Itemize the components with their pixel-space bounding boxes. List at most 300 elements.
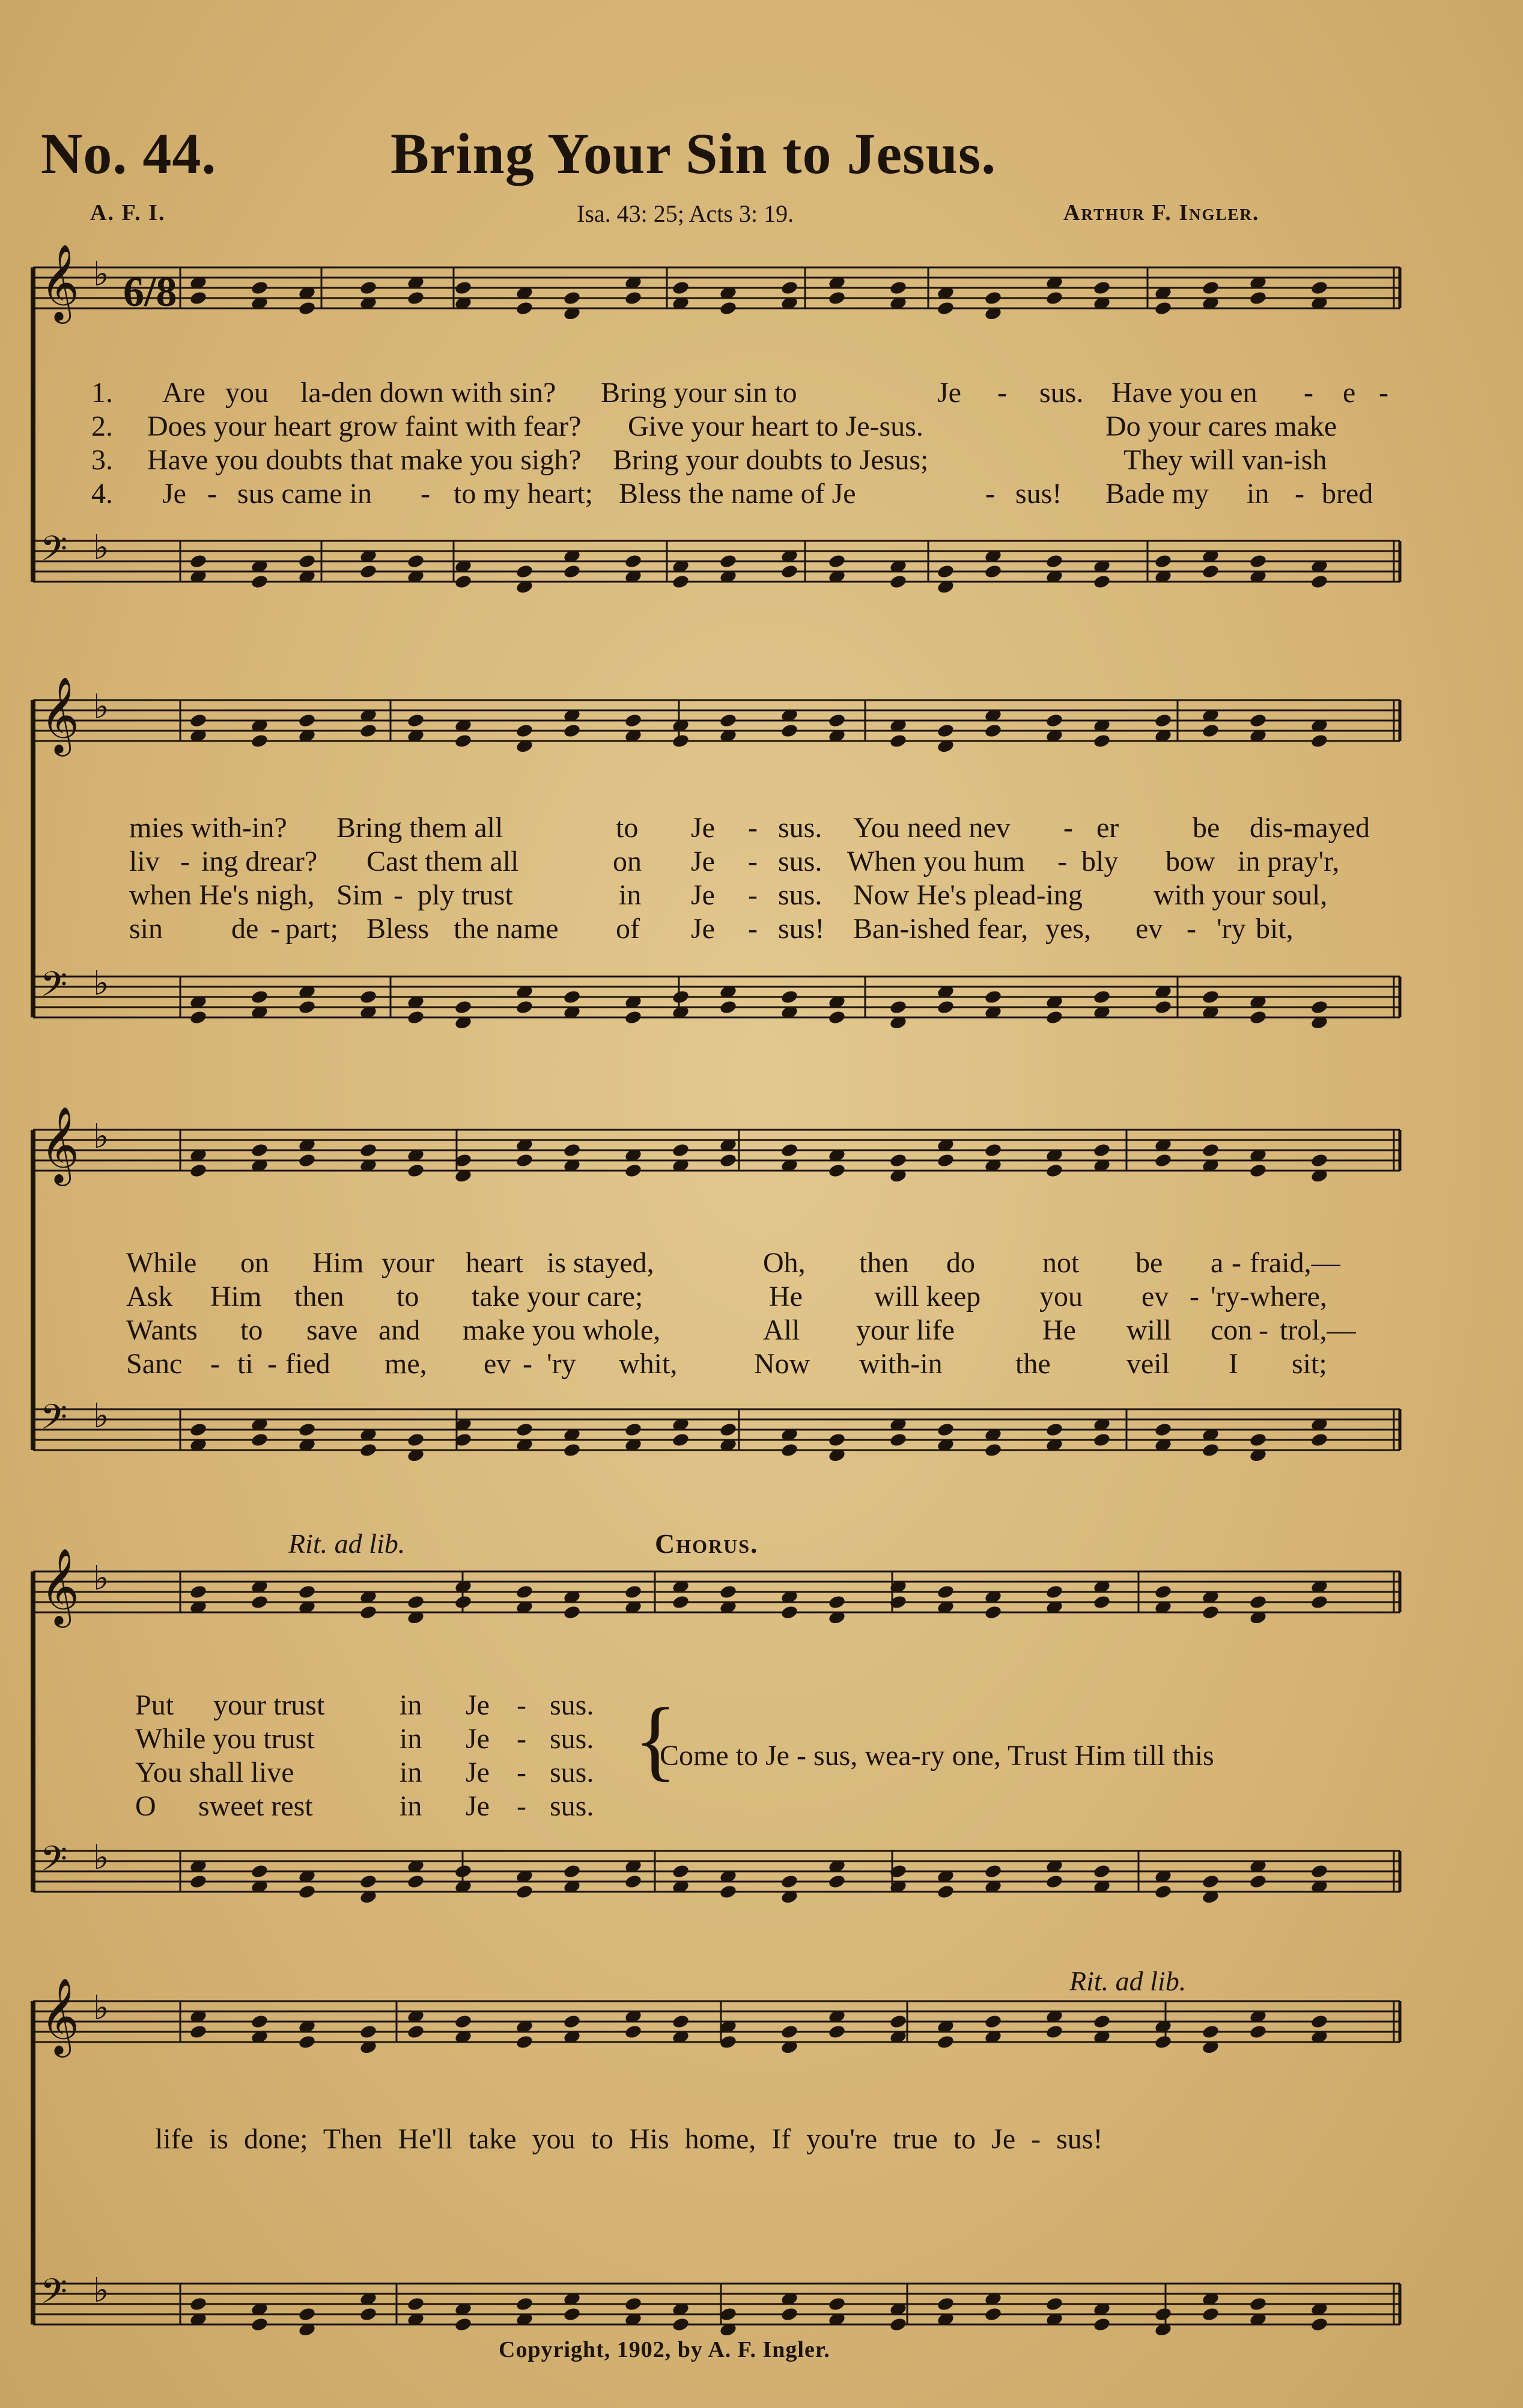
lyric-syllable: sus. [778,846,822,877]
chorus-lyric-line [155,2123,1417,2154]
lyric-line [0,1689,1523,1720]
notehead [189,2024,208,2040]
bass-clef-icon: 𝄢 [40,964,68,1013]
lyric-syllable: sin [129,913,163,945]
notehead [515,723,534,739]
lyric-syllable: do [946,1247,975,1279]
notehead [1310,280,1329,296]
notehead [780,2306,799,2322]
notehead [672,2317,690,2332]
lyric-syllable: - [748,913,758,945]
notehead [719,999,738,1015]
notehead [719,1884,738,1900]
notehead [1045,713,1064,728]
lyric-syllable: Sim [336,879,383,911]
lyric-syllable: be [1193,812,1220,844]
lyric-syllable: Bade my [1105,478,1209,510]
notehead [1154,713,1173,728]
notehead [563,1864,582,1879]
notehead [251,1594,269,1610]
notehead [298,1153,317,1168]
notehead [515,999,534,1015]
lyric-syllable: your trust [213,1689,325,1721]
notehead [937,2296,955,2312]
notehead [937,300,955,316]
lyric-syllable: Him [312,1247,364,1279]
lyric-line [0,811,1523,843]
notehead [828,1594,847,1610]
lyric-syllable: on [613,846,642,877]
notehead [454,2014,473,2029]
lyric-syllable: when He's nigh, [129,879,315,911]
notehead [1249,1874,1268,1889]
key-flat-icon: ♭ [93,1117,109,1156]
notehead [984,989,1003,1005]
notehead [780,2024,799,2040]
notehead [1249,2024,1268,2040]
notehead [937,999,955,1015]
notehead [359,2024,378,2040]
lyric-syllable: sus. [550,1757,594,1788]
notehead [1310,2317,1329,2332]
lyric-syllable: Bless [366,913,430,945]
hymn-title: Bring Your Sin to Jesus. [391,121,997,186]
notehead [189,1584,208,1600]
notehead [937,1884,955,1900]
treble-clef-icon: 𝄞 [40,1547,80,1624]
notehead [1310,2014,1329,2029]
lyric-syllable: - [1232,1247,1241,1279]
lyric-syllable: When you hum [847,846,1025,877]
notehead [359,1142,378,1158]
notehead [780,280,799,296]
notehead [1249,1010,1268,1025]
notehead [359,280,378,296]
lyric-syllable: and [378,1314,421,1346]
notehead [189,1422,208,1437]
notehead [1202,1874,1220,1889]
notehead [624,1163,643,1178]
notehead [828,290,847,306]
notehead [515,1153,534,1168]
notehead [889,2014,908,2029]
lyric-syllable: - [517,1689,526,1721]
lyric-syllable: ev [484,1348,511,1380]
lyric-syllable: be [1135,1247,1163,1279]
notehead [189,2296,208,2312]
lyric-syllable: - [517,1757,526,1788]
lyric-syllable: the name [454,913,559,945]
notehead [719,713,738,728]
key-flat-icon: ♭ [93,1838,109,1877]
notehead [1249,1163,1268,1178]
notehead [984,723,1003,739]
notehead [1202,1442,1220,1458]
lyric-syllable: life is done; Then He'll take you to His home, If you're true to Je - sus! [155,2123,1103,2155]
verse-number: 4. [91,478,113,510]
notehead [780,989,799,1005]
lyric-syllable: - [1295,478,1304,510]
lyric-line [0,1280,1523,1311]
notehead [1045,1163,1064,1178]
notehead [1093,1864,1111,1879]
lyric-syllable: e [1343,377,1356,409]
notehead [719,553,738,569]
lyric-syllable: Now He's plead-ing [853,879,1083,911]
lyric-syllable: dis-mayed [1250,812,1370,844]
chorus-lyric-line [660,1739,1441,1770]
notehead [984,1605,1003,1620]
lyric-syllable: Oh, [763,1247,806,1279]
lyric-syllable: then [294,1281,344,1312]
lyric-syllable: Wants [126,1314,198,1346]
scripture-reference: Isa. 43: 25; Acts 3: 19. [577,200,794,227]
lyric-syllable: sus! [778,913,825,945]
lyric-syllable: your [382,1247,434,1279]
notehead [937,2034,955,2050]
lyric-syllable: 'ry [1217,913,1246,945]
notehead [1154,999,1173,1015]
notehead [1310,574,1329,590]
lyric-syllable: a [1211,1247,1224,1279]
notehead [984,1142,1003,1158]
key-flat-icon: ♭ [93,1397,109,1436]
lyric-line [0,879,1523,910]
lyric-syllable: - [523,1348,532,1380]
lyric-line [0,410,1523,441]
notehead [828,553,847,569]
notehead [454,280,473,296]
lyric-line [0,376,1523,407]
lyric-syllable: Je [466,1757,490,1788]
notehead [672,574,690,590]
notehead [515,1584,534,1600]
notehead [780,723,799,739]
lyric-syllable: la-den down with sin? [300,377,556,409]
notehead [889,1153,908,1168]
lyric-syllable: sweet rest [198,1790,313,1822]
notehead [719,1422,738,1437]
notehead [1045,1874,1064,1889]
notehead [1154,1584,1173,1600]
lyric-syllable: will [1126,1314,1172,1346]
notehead [407,713,425,728]
lyric-syllable: Bring your sin to [601,377,797,409]
notehead [515,564,534,579]
notehead [1202,2306,1220,2322]
notehead [780,1605,799,1620]
notehead [1202,2024,1220,2040]
notehead [984,2014,1003,2029]
lyric-syllable: your life [856,1314,955,1346]
notehead [1045,2024,1064,2040]
notehead [454,999,473,1015]
notehead [1045,1422,1064,1437]
lyric-syllable: - [748,879,758,911]
lyric-syllable: with your soul, [1154,879,1328,911]
notehead [1249,1594,1268,1610]
notehead [1310,999,1329,1015]
notehead [189,1163,208,1178]
lyric-syllable: Sanc [126,1348,183,1380]
lyric-syllable: Put [135,1689,174,1721]
lyric-line [0,845,1523,876]
notehead [407,2296,425,2312]
notehead [407,1432,425,1448]
notehead [359,723,378,739]
lyric-syllable: ev [1141,1281,1169,1312]
notehead [780,1142,799,1158]
notehead [454,2317,473,2332]
notehead [407,290,425,306]
key-flat-icon: ♭ [93,964,109,1003]
notehead [984,290,1003,306]
lyric-syllable: in [400,1757,422,1788]
notehead [1310,1432,1329,1448]
lyric-syllable: me, [385,1348,427,1380]
notehead [672,2014,690,2029]
notehead [1093,989,1111,1005]
lyric-syllable: Je [466,1723,490,1755]
notehead [407,553,425,569]
lyric-syllable: the [1015,1348,1051,1380]
lyric-syllable: Je [691,812,715,844]
notehead [1045,1010,1064,1025]
lyric-syllable: - [1259,1314,1268,1346]
notehead [1310,1594,1329,1610]
hymn-number: No. 44. [41,121,217,186]
notehead [1202,1605,1220,1620]
lyric-syllable: not [1042,1247,1080,1279]
ritardando-direction: Rit. ad lib. [288,1528,406,1559]
lyric-syllable: 'ry [547,1348,576,1380]
words-credit: A. F. I. [90,200,166,225]
lyric-syllable: Je [466,1689,490,1721]
key-flat-icon: ♭ [93,1559,109,1598]
lyric-syllable: All [763,1314,800,1346]
lyric-syllable: sus! [1015,478,1062,510]
notehead [298,999,317,1015]
notehead [189,290,208,306]
lyric-syllable: take your care; [472,1281,643,1312]
notehead [189,553,208,569]
notehead [828,1010,847,1025]
notehead [828,1432,847,1448]
lyric-line [0,1314,1523,1345]
notehead [359,2306,378,2322]
notehead [189,1010,208,1025]
lyric-syllable: Ban-ished fear, [853,913,1029,945]
lyric-syllable: - [997,377,1007,409]
notehead [563,2306,582,2322]
notehead [672,280,690,296]
lyric-syllable: You need nev [853,812,1011,844]
verse-number: 2. [91,410,113,442]
chorus-label: Chorus. [655,1528,759,1559]
notehead [1310,733,1329,749]
verse-brace: { [634,1690,677,1790]
notehead [189,713,208,728]
notehead [624,1874,643,1889]
notehead [672,1142,690,1158]
lyric-syllable: - [1063,812,1073,844]
notehead [563,2014,582,2029]
notehead [563,1142,582,1158]
lyric-syllable: with-in [859,1348,943,1380]
lyric-syllable: Do your cares make [1105,410,1337,442]
lyric-syllable: - [270,913,280,945]
lyric-syllable: sus. [1039,377,1084,409]
notehead [515,1884,534,1900]
notehead [251,1142,269,1158]
notehead [1093,280,1111,296]
notehead [937,1422,955,1437]
lyric-syllable: Je [691,913,715,945]
lyric-syllable: Now [754,1348,810,1380]
key-flat-icon: ♭ [93,255,109,294]
lyric-syllable: in [400,1723,422,1755]
notehead [515,2034,534,2050]
notehead [1154,1884,1173,1900]
lyric-syllable: you [225,377,269,409]
notehead [515,300,534,316]
notehead [1045,290,1064,306]
notehead [1249,2296,1268,2312]
lyric-syllable: ev [1135,913,1163,945]
lyric-syllable: con [1211,1314,1253,1346]
lyric-syllable: Him [210,1281,262,1312]
notehead [937,1153,955,1168]
notehead [1093,2317,1111,2332]
time-signature: 6/8 [123,269,177,315]
notehead [298,300,317,316]
lyric-syllable: - [985,478,995,510]
lyric-syllable: to [240,1314,263,1346]
lyric-syllable: de [231,913,259,945]
lyric-syllable: O [135,1790,156,1822]
notehead [1202,723,1220,739]
lyric-syllable: of [616,913,640,945]
notehead [937,1584,955,1600]
notehead [1093,1142,1111,1158]
lyric-syllable: yes, [1045,913,1091,945]
lyric-syllable: Have you doubts that make you sigh? [147,444,582,476]
lyric-syllable: Ask [126,1281,173,1312]
notehead [1249,1432,1268,1448]
notehead [624,2296,643,2312]
lyric-line [0,1790,1523,1821]
lyric-line [0,443,1523,475]
lyric-syllable: - [1304,377,1313,409]
notehead [298,2306,317,2322]
notehead [251,574,269,590]
notehead [1310,1153,1329,1168]
notehead [1093,1432,1111,1448]
notehead [1154,2306,1173,2322]
lyric-syllable: in [1247,478,1269,510]
treble-clef-icon: 𝄞 [40,243,80,320]
lyric-syllable: part; [285,913,338,945]
notehead [1249,713,1268,728]
notehead [1202,989,1220,1005]
notehead [1093,733,1111,749]
notehead [1154,1422,1173,1437]
notehead [407,1874,425,1889]
lyric-syllable: sus. [550,1723,594,1755]
lyric-syllable: Does your heart grow faint with fear? [147,410,582,442]
lyric-syllable: Je [466,1790,490,1822]
lyric-syllable: - [394,879,403,911]
notehead [889,2317,908,2332]
key-flat-icon: ♭ [93,687,109,727]
notehead [298,1884,317,1900]
notehead [454,733,473,749]
notehead [984,2306,1003,2322]
notehead [937,723,955,739]
lyric-syllable: 'ry-where, [1211,1281,1327,1312]
notehead [719,1584,738,1600]
treble-clef-icon: 𝄞 [40,1977,80,2054]
verse-number: 3. [91,444,113,476]
lyric-syllable: ing drear? [201,846,318,877]
treble-clef-icon: 𝄞 [40,676,80,753]
lyric-syllable: sus. [550,1689,594,1721]
notehead [889,1432,908,1448]
notehead [889,280,908,296]
notehead [359,564,378,579]
notehead [251,1432,269,1448]
notehead [251,1864,269,1879]
lyric-syllable: fied [285,1348,330,1380]
notehead [937,564,955,579]
notehead [563,290,582,306]
notehead [407,1010,425,1025]
lyric-syllable: Cast them all [366,846,519,877]
lyric-syllable: - [517,1790,526,1822]
notehead [1093,2014,1111,2029]
lyric-syllable: You shall live [135,1757,294,1788]
notehead [298,553,317,569]
notehead [1249,290,1268,306]
notehead [563,564,582,579]
lyric-syllable: sus came in [237,478,372,510]
notehead [515,2296,534,2312]
lyric-syllable: - [207,478,217,510]
lyric-syllable: - [180,846,190,877]
notehead [672,989,690,1005]
lyric-syllable: is stayed, [547,1247,654,1279]
notehead [359,989,378,1005]
lyric-syllable: Bring your doubts to Jesus; [613,444,929,476]
lyric-syllable: Are [162,377,205,409]
lyric-syllable: - [748,812,758,844]
lyric-line [0,1347,1523,1379]
notehead [672,733,690,749]
treble-clef-icon: 𝄞 [40,1106,80,1183]
notehead [407,2024,425,2040]
notehead [298,1584,317,1600]
lyric-line [0,912,1523,943]
notehead [984,1864,1003,1879]
lyric-syllable: Je [162,478,186,510]
lyric-syllable: save [306,1314,358,1346]
notehead [1154,300,1173,316]
lyric-syllable: He [769,1281,803,1312]
bass-clef-icon: 𝄢 [40,1397,68,1446]
lyric-syllable: - [748,846,758,877]
lyric-syllable: Have you en [1111,377,1257,409]
notehead [1154,1153,1173,1168]
